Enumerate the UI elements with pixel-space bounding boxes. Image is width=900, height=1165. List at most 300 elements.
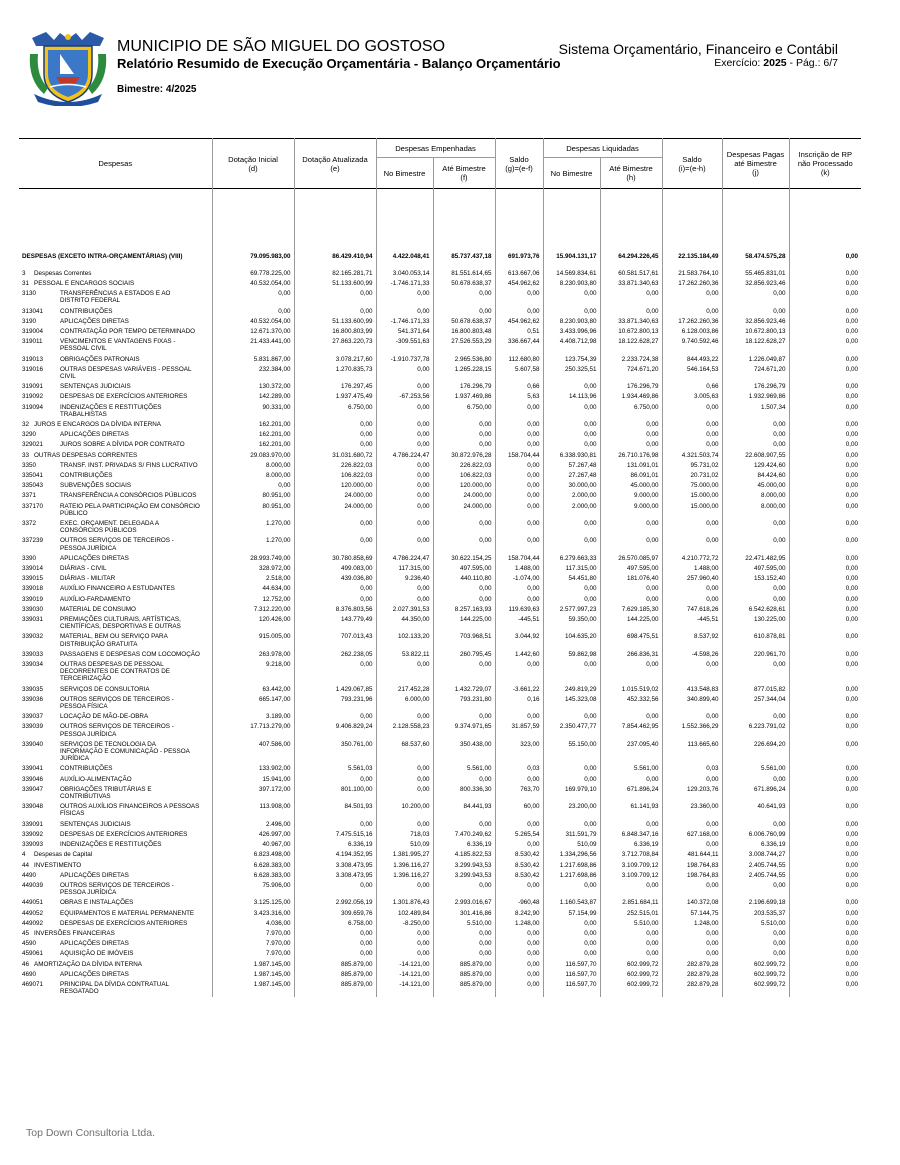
row-value-cell: 59.862,98 [543,649,600,659]
row-value-cell: 497.595,00 [722,564,789,574]
table-row [19,316,861,326]
row-description-cell [19,278,212,288]
row-value-cell: 0,00 [543,774,600,784]
row-code: 335041 [22,471,44,479]
row-value-cell: 0,00 [376,419,433,429]
row-description: MATERIAL, BEM OU SERVIÇO PARA DISTRIBUIÇÃO GRATUITA [60,633,168,648]
table-row [19,829,861,839]
row-value-cell: 0,00 [845,554,859,562]
row-value-cell: 691.973,76 [495,251,543,261]
table-row [19,898,861,908]
row-code: 335043 [22,482,44,490]
row-value-cell: 4.321.503,74 [662,450,722,460]
row-value-cell: 0,00 [845,970,859,978]
row-description: INDENIZAÇÕES E RESTITUIÇÕES [60,841,162,849]
report-period: Bimestre: 4/2025 [117,84,197,95]
header-emp-ate-bimestre: Até Bimestre (f) [433,158,495,189]
row-value-cell: 6.750,00 [294,402,376,419]
table-row [19,584,861,594]
row-value-cell: 0,00 [662,306,722,316]
row-value-cell: 0,00 [845,980,859,988]
row-description: JUROS SOBRE A DÍVIDA POR CONTRATO [60,441,185,449]
row-value-cell: 0,00 [722,819,789,829]
row-value-cell: 3.109.709,12 [600,870,662,880]
row-value-cell: 44.634,00 [212,584,294,594]
header-despesas-empenhadas: Despesas Empenhadas [376,139,495,158]
row-value-cell: 232.384,00 [212,364,294,381]
row-description-cell [19,316,212,326]
row-value-cell: 0,00 [722,419,789,429]
row-value-cell: 0,00 [845,451,859,459]
row-value-cell: 0,00 [600,928,662,938]
row-value-cell: 1.396.116,27 [376,870,433,880]
row-description: APLICAÇÕES DIRETAS [60,554,129,562]
row-value-cell: 176.297,45 [294,382,376,392]
row-value-cell: 27.267,48 [543,470,600,480]
row-value-cell: 0,00 [845,909,859,917]
row-description-cell [19,604,212,614]
row-value-cell: 142.289,00 [212,392,294,402]
row-value-cell: 0,00 [845,661,859,669]
row-value-cell: 33.871.340,63 [600,316,662,326]
row-value-cell: 0,00 [376,784,433,801]
row-code: 337239 [22,537,44,545]
row-description-cell [19,684,212,694]
row-value-cell: 0,00 [495,584,543,594]
table-row [19,450,861,460]
row-code: 449052 [22,909,44,917]
row-code: 469071 [22,980,44,988]
row-value-cell: 1.160.543,87 [543,898,600,908]
row-value-cell: 0,00 [294,660,376,685]
row-code: 3371 [22,492,37,500]
row-description: TRANSFERÊNCIAS A ESTADOS E AO DISTRITO FEDERAL [60,290,171,305]
row-value-cell: 703.968,51 [433,632,495,649]
row-value-cell: 0,00 [433,584,495,594]
row-description-cell [19,739,212,764]
row-code: 319011 [22,338,43,346]
header-saldo-g: Saldo (g)=(e-f) [495,139,543,189]
row-value-cell: 0,00 [495,959,543,969]
row-value-cell: 1.381.995,27 [376,850,433,860]
row-value-cell: 176.296,79 [722,382,789,392]
row-value-cell: 7.854.462,95 [600,722,662,739]
row-value-cell: 0,00 [212,306,294,316]
row-value-cell: 15.000,00 [662,491,722,501]
row-code: 339030 [22,605,44,613]
row-value-cell: 0,00 [376,518,433,535]
row-value-cell: 129.203,76 [662,784,722,801]
row-value-cell: 1.270,00 [212,536,294,553]
row-value-cell: 0,00 [376,819,433,829]
page-number: Pág.: 6/7 [795,57,838,69]
row-value-cell: 2.405.744,55 [722,860,789,870]
row-value-cell: 3.308.473,95 [294,870,376,880]
row-value-cell: 106.822,03 [294,470,376,480]
row-value-cell: 106.822,03 [433,470,495,480]
row-description-cell [19,364,212,381]
row-value-cell: 0,00 [722,712,789,722]
row-value-cell: 4.422.048,41 [376,251,433,261]
row-value-cell: 0,00 [495,501,543,518]
row-value-cell: 6.336,19 [600,840,662,850]
row-value-cell: 3.109.709,12 [600,860,662,870]
row-value-cell: 0,00 [662,430,722,440]
row-value-cell: 32.856.923,46 [722,316,789,326]
header-dotacao-inicial: Dotação Inicial (d) [212,139,294,189]
row-value-cell: 602.999,72 [722,959,789,969]
table-row [19,694,861,711]
row-value-cell: 4.185.822,53 [433,850,495,860]
row-value-cell: 0,00 [294,819,376,829]
row-value-cell: 0,00 [845,519,859,527]
row-value-cell: 8.376.803,56 [294,604,376,614]
table-row [19,364,861,381]
row-value-cell: 0,51 [495,326,543,336]
row-description: DESPESAS DE EXERCÍCIOS ANTERIORES [60,393,188,401]
row-code: 339092 [22,830,44,838]
row-value-cell: 350.761,00 [294,739,376,764]
row-code: 339015 [22,575,44,583]
row-value-cell: 6.279.663,33 [543,553,600,563]
row-value-cell: 6.336,19 [294,840,376,850]
row-code: 339039 [22,723,44,731]
row-value-cell: 0,00 [495,594,543,604]
row-value-cell: 0,00 [845,820,859,828]
row-value-cell: 793.231,96 [294,694,376,711]
row-value-cell: 1.932.969,86 [722,392,789,402]
row-value-cell: 18.122.628,27 [722,337,789,354]
row-value-cell: 0,00 [662,840,722,850]
row-value-cell: 86.429.410,94 [294,251,376,261]
row-value-cell: 6.848.347,16 [600,829,662,839]
row-value-cell: 5.510,00 [722,918,789,928]
row-description-cell [19,553,212,563]
row-value-cell: 6.750,00 [600,402,662,419]
row-value-cell: -1.746.171,33 [376,278,433,288]
row-value-cell: 8.000,00 [212,460,294,470]
row-value-cell: 14.113,96 [543,392,600,402]
row-code: 3190 [22,317,37,325]
row-description: INDENIZAÇÕES E RESTITUIÇÕES TRABALHISTAS [60,403,162,418]
row-value-cell: 16.800.803,48 [433,326,495,336]
row-value-cell: 1.301.876,43 [376,898,433,908]
row-value-cell: 1.987.145,00 [212,979,294,996]
row-value-cell: 2.992.056,19 [294,898,376,908]
row-value-cell: 55.150,00 [543,739,600,764]
row-value-cell: 0,00 [722,306,789,316]
row-description-cell [19,326,212,336]
row-value-cell: 18.122.628,27 [600,337,662,354]
row-value-cell: -960,48 [495,898,543,908]
row-value-cell: 2.027.391,53 [376,604,433,614]
table-row [19,840,861,850]
row-code: 339018 [22,585,44,593]
table-row [19,536,861,553]
row-value-cell: 81.551.614,65 [433,268,495,278]
row-value-cell: 0,00 [600,306,662,316]
row-value-cell: 0,00 [543,880,600,897]
row-description-cell [19,574,212,584]
row-value-cell: -1.910.737,78 [376,354,433,364]
row-value-cell: 6.758,00 [294,918,376,928]
row-value-cell: 0,00 [212,481,294,491]
row-value-cell: 217.452,28 [376,684,433,694]
row-value-cell: 57.267,48 [543,460,600,470]
header-dotacao-atualizada: Dotação Atualizada (e) [294,139,376,189]
row-value-cell: 162.201,00 [212,419,294,429]
row-value-cell: 60.581.517,61 [600,268,662,278]
row-description: APLICAÇÕES DIRETAS [60,871,129,879]
row-value-cell: 0,00 [543,382,600,392]
row-value-cell: 439.036,80 [294,574,376,584]
footer-company: Top Down Consultoria Ltda. [26,1127,155,1139]
row-description-cell [19,660,212,685]
row-value-cell: 3.008.744,27 [722,850,789,860]
row-value-cell: 0,00 [376,880,433,897]
row-value-cell: 1.265.228,15 [433,364,495,381]
row-value-cell: 1.248,00 [662,918,722,928]
row-value-cell: 263.978,00 [212,649,294,659]
row-value-cell: 0,00 [433,774,495,784]
row-value-cell: 162.201,00 [212,440,294,450]
row-value-cell: 8.530,42 [495,860,543,870]
row-value-cell: 340.899,40 [662,694,722,711]
row-value-cell: 0,00 [495,306,543,316]
row-code: 339093 [22,841,44,849]
row-description: EQUIPAMENTOS E MATERIAL PERMANENTE [60,909,195,917]
row-value-cell: 1.248,00 [495,918,543,928]
row-value-cell: 169.979,10 [543,784,600,801]
row-value-cell: -14.121,00 [376,969,433,979]
row-value-cell: -14.121,00 [376,959,433,969]
row-value-cell: 3.125.125,00 [212,898,294,908]
table-row [19,802,861,819]
row-description-cell [19,289,212,306]
row-value-cell: 257.960,40 [662,574,722,584]
row-value-cell: 0,00 [495,979,543,996]
row-value-cell: 0,00 [845,775,859,783]
row-value-cell: 0,00 [662,536,722,553]
row-value-cell: 0,00 [543,584,600,594]
row-value-cell: 0,00 [495,712,543,722]
row-description-cell [19,649,212,659]
row-value-cell: 8.230.903,80 [543,316,600,326]
table-row [19,774,861,784]
table-row [19,969,861,979]
row-value-cell: 0,00 [600,536,662,553]
row-description-cell [19,337,212,354]
row-value-cell: 0,00 [845,441,859,449]
row-code: 339014 [22,565,44,572]
table-row [19,440,861,450]
row-code: 339034 [22,661,44,669]
row-value-cell: 0,00 [600,949,662,959]
row-value-cell: 55.465.831,01 [722,268,789,278]
row-value-cell: -309.551,63 [376,337,433,354]
row-code: 339046 [22,775,44,783]
row-code: 319094 [22,403,44,411]
table-row [19,632,861,649]
row-value-cell: 0,00 [845,307,859,315]
row-value-cell: 57.144,75 [662,908,722,918]
row-value-cell: 510,09 [376,840,433,850]
row-description-cell [19,564,212,574]
row-description-cell [19,840,212,850]
table-row [19,604,861,614]
row-value-cell: 1.488,00 [495,564,543,574]
row-value-cell: 84.424,60 [722,470,789,480]
row-value-cell: 0,00 [722,584,789,594]
row-value-cell: 407.586,00 [212,739,294,764]
row-value-cell: 0,00 [543,928,600,938]
row-value-cell: 7.470.249,62 [433,829,495,839]
row-value-cell: 2.965.536,80 [433,354,495,364]
row-value-cell: 0,00 [845,575,859,583]
table-row [19,518,861,535]
row-value-cell: 123.754,39 [543,354,600,364]
row-value-cell: 0,00 [294,939,376,949]
row-value-cell: 0,00 [543,949,600,959]
row-value-cell: 0,00 [662,584,722,594]
row-value-cell: 4.194.352,95 [294,850,376,860]
row-value-cell: 0,00 [845,492,859,500]
row-value-cell: 602.999,72 [600,979,662,996]
row-value-cell: 80.951,00 [212,501,294,518]
row-value-cell: 0,00 [376,430,433,440]
row-value-cell: 4.210.772,72 [662,553,722,563]
row-value-cell: 237.095,40 [600,739,662,764]
row-value-cell: 15.000,00 [662,501,722,518]
row-value-cell: 116.597,70 [543,979,600,996]
row-value-cell: 0,00 [376,501,433,518]
row-value-cell: 0,00 [294,430,376,440]
row-description: PREMIAÇÕES CULTURAIS, ARTÍSTICAS, CIENTÍFICAS, DESPORTIVAS E OUTRAS [60,616,181,631]
row-value-cell: 40.532.054,00 [212,278,294,288]
row-value-cell: 0,00 [662,939,722,949]
row-value-cell: 6.336,19 [722,840,789,850]
row-value-cell: 6.823.498,00 [212,850,294,860]
row-value-cell: 54.451,80 [543,574,600,584]
row-value-cell: 21.583.764,10 [662,268,722,278]
row-description-cell [19,722,212,739]
row-value-cell: 311.591,79 [543,829,600,839]
row-value-cell: 0,00 [600,880,662,897]
row-value-cell: 0,00 [495,660,543,685]
row-value-cell: 0,00 [845,279,859,287]
row-description: OUTROS SERVIÇOS DE TERCEIROS - PESSOA FÍSICA [60,695,174,711]
row-description: OUTRAS DESPESAS VARIÁVEIS - PESSOAL CIVIL [60,365,192,380]
row-description-cell [19,440,212,450]
row-description-cell [19,764,212,774]
row-value-cell: 22.471.482,95 [722,553,789,563]
table-row [19,470,861,480]
row-code: 339019 [22,595,44,603]
row-value-cell: 0,00 [543,430,600,440]
row-description: TRANSF. INST. PRIVADAS S/ FINS LUCRATIVO [60,461,198,469]
row-value-cell: 0,00 [495,939,543,949]
row-value-cell: 0,00 [600,939,662,949]
row-value-cell: -3.661,22 [495,684,543,694]
row-value-cell: 0,00 [722,289,789,306]
row-code: 319004 [22,327,44,335]
table-row [19,481,861,491]
row-value-cell: 9.374.971,65 [433,722,495,739]
row-value-cell: 724.671,20 [722,364,789,381]
row-value-cell: 7.970,00 [212,928,294,938]
row-description-cell [19,354,212,364]
row-value-cell: 6.000,00 [376,694,433,711]
row-value-cell: 0,00 [662,660,722,685]
row-value-cell: 0,00 [662,928,722,938]
row-description-cell [19,460,212,470]
row-value-cell: 671.896,24 [600,784,662,801]
row-value-cell: 602.999,72 [722,969,789,979]
row-value-cell: 31.857,59 [495,722,543,739]
row-description: EXEC. ORÇAMENT. DELEGADA A CONSÓRCIOS PÚBLICOS [60,519,159,535]
row-value-cell: 1.488,00 [662,564,722,574]
row-value-cell: 665.147,00 [212,694,294,711]
row-value-cell: 0,00 [495,460,543,470]
row-value-cell: 8.257.163,93 [433,604,495,614]
row-description-cell [19,470,212,480]
row-description-cell [19,949,212,959]
row-value-cell: 0,00 [845,851,859,859]
row-value-cell: 9.000,00 [600,491,662,501]
row-description-cell [19,481,212,491]
row-description: OUTRAS DESPESAS CORRENTES [34,451,138,459]
row-description: INVERSÕES FINANCEIRAS [34,929,115,937]
row-code: 339036 [22,695,44,703]
row-value-cell: 0,00 [433,880,495,897]
row-value-cell: 17.262.260,36 [662,316,722,326]
row-description-cell [19,712,212,722]
row-value-cell: 24.000,00 [433,501,495,518]
row-description-cell [19,939,212,949]
row-value-cell: 158.704,44 [495,450,543,460]
row-code: 339048 [22,803,44,811]
row-value-cell: 0,00 [543,819,600,829]
row-value-cell: 226.694,20 [722,739,789,764]
row-value-cell: 671.896,24 [722,784,789,801]
row-value-cell: 0,00 [433,430,495,440]
row-value-cell: 0,00 [600,419,662,429]
row-value-cell: 0,00 [495,536,543,553]
row-description: APLICAÇÕES DIRETAS [60,970,129,978]
table-row [19,289,861,306]
row-value-cell: 0,00 [600,819,662,829]
row-value-cell: 454.962,62 [495,316,543,326]
row-value-cell: 10.200,00 [376,802,433,819]
row-value-cell: 0,03 [662,764,722,774]
row-value-cell: 3.433.996,96 [543,326,600,336]
row-value-cell: 30.872.976,28 [433,450,495,460]
row-description-cell [19,870,212,880]
row-value-cell: 0,00 [294,594,376,604]
row-value-cell: 718,03 [376,829,433,839]
row-value-cell: 0,00 [845,269,859,277]
row-value-cell: 59.350,00 [543,615,600,632]
row-value-cell: 2.128.558,23 [376,722,433,739]
row-value-cell: 198.764,83 [662,860,722,870]
row-code: 3390 [22,554,37,562]
row-value-cell: 1.226.049,87 [722,354,789,364]
row-description-cell [19,694,212,711]
row-value-cell: 0,00 [845,431,859,439]
row-value-cell: 7.312.220,00 [212,604,294,614]
row-description-cell [19,584,212,594]
row-description: OUTRAS DESPESAS DE PESSOAL DECORRENTES DE CONTRATOS DE TERCEIRIZAÇÃO [60,661,170,683]
